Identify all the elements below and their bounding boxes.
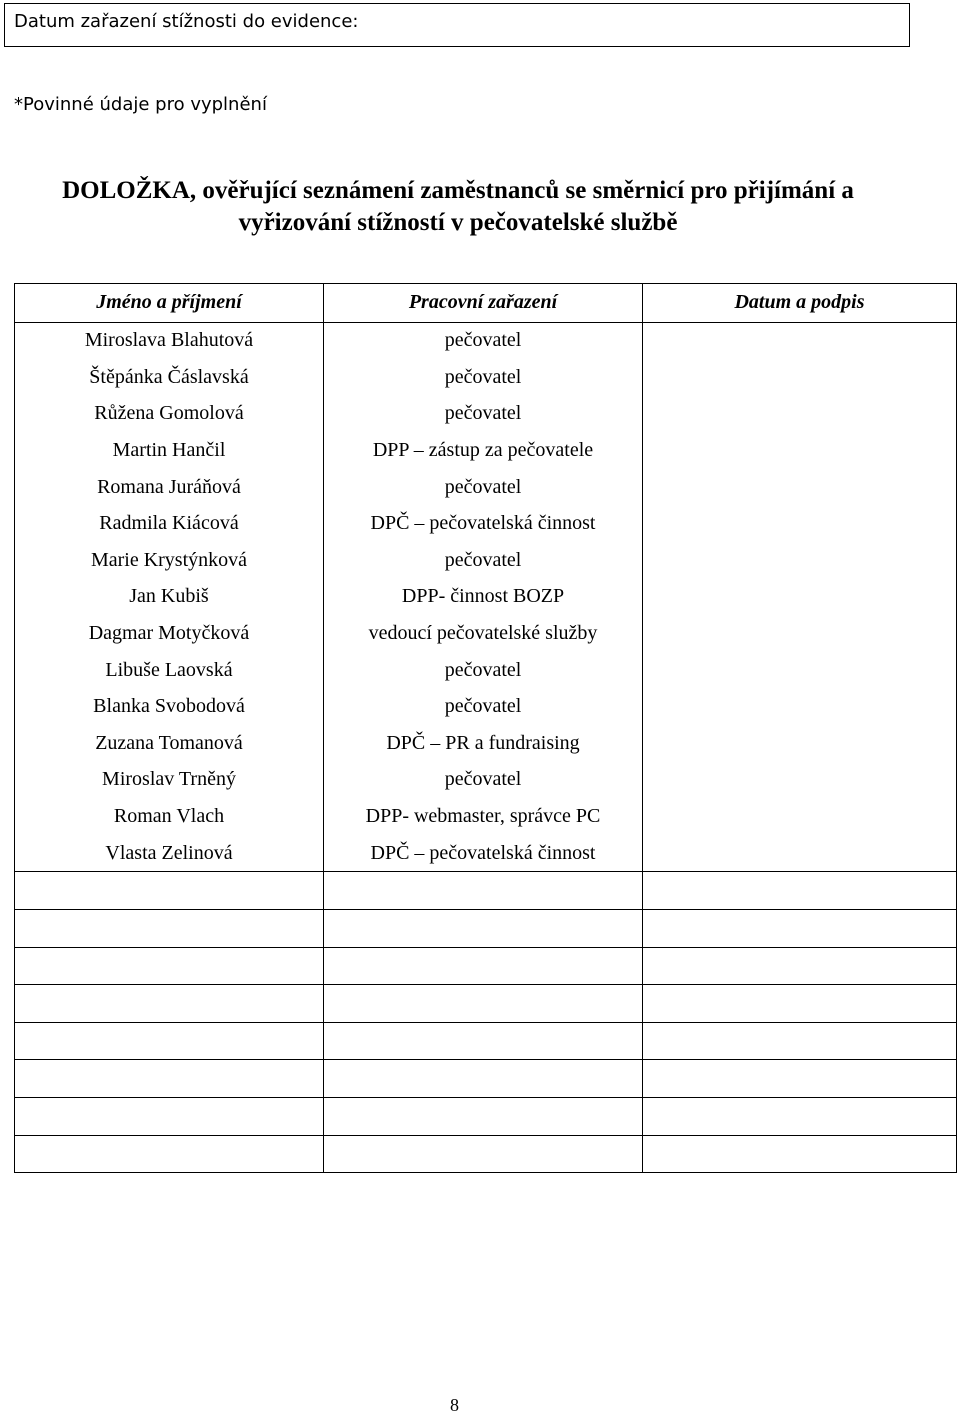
employee-position-cell: pečovatel [324, 542, 643, 579]
table-row [15, 542, 957, 579]
employee-position-cell: pečovatel [324, 688, 643, 725]
employee-position-cell: DPČ – pečovatelská činnost [324, 835, 643, 872]
table-row [15, 762, 957, 799]
complaint-date-label: Datum zařazení stížnosti do evidence: [14, 11, 359, 32]
table-row [15, 798, 957, 835]
employee-name-cell: Martin Hančil [15, 432, 324, 469]
employee-signature-cell[interactable] [643, 688, 957, 725]
employee-name-cell: Libuše Laovská [15, 652, 324, 689]
empty-signature-cell[interactable] [643, 1060, 957, 1098]
employee-position-cell: pečovatel [324, 359, 643, 396]
empty-position-cell[interactable] [324, 910, 643, 948]
employee-position-cell: pečovatel [324, 396, 643, 433]
empty-signature-cell[interactable] [643, 1135, 957, 1173]
employee-name-cell: Vlasta Zelinová [15, 835, 324, 872]
employee-position-cell: pečovatel [324, 469, 643, 506]
empty-name-cell[interactable] [15, 872, 324, 910]
employee-signature-cell[interactable] [643, 469, 957, 506]
employee-signature-cell[interactable] [643, 615, 957, 652]
empty-signature-cell[interactable] [643, 1022, 957, 1060]
empty-position-cell[interactable] [324, 1060, 643, 1098]
table-row [15, 725, 957, 762]
employee-signature-cell[interactable] [643, 322, 957, 359]
employee-signature-cell[interactable] [643, 396, 957, 433]
empty-name-cell[interactable] [15, 1022, 324, 1060]
empty-table-row [15, 947, 957, 985]
table-row [15, 835, 957, 872]
employee-position-cell: DPČ – pečovatelská činnost [324, 505, 643, 542]
column-header-signature: Datum a podpis [643, 284, 957, 323]
employee-position-cell: DPP – zástup za pečovatele [324, 432, 643, 469]
employee-signature-cell[interactable] [643, 762, 957, 799]
table-row [15, 652, 957, 689]
employee-position-cell: vedoucí pečovatelské služby [324, 615, 643, 652]
column-header-name: Jméno a příjmení [15, 284, 324, 323]
table-row [15, 322, 957, 359]
table-row [15, 579, 957, 616]
employee-name-cell: Romana Juráňová [15, 469, 324, 506]
employee-position-cell: DPP- webmaster, správce PC [324, 798, 643, 835]
employee-name-cell: Růžena Gomolová [15, 396, 324, 433]
page-number: 8 [450, 1395, 459, 1415]
empty-name-cell[interactable] [15, 1097, 324, 1135]
table-row [15, 432, 957, 469]
employee-name-cell: Miroslav Trněný [15, 762, 324, 799]
employee-signature-cell[interactable] [643, 505, 957, 542]
empty-position-cell[interactable] [324, 1097, 643, 1135]
empty-signature-cell[interactable] [643, 910, 957, 948]
employee-name-cell: Blanka Svobodová [15, 688, 324, 725]
document-title-line-1: DOLOŽKA, ověřující seznámení zaměstnanců se směrnicí pro přijímání a [62, 177, 854, 204]
empty-position-cell[interactable] [324, 1022, 643, 1060]
complaint-date-field[interactable] [4, 3, 910, 47]
empty-signature-cell[interactable] [643, 1097, 957, 1135]
empty-table-row [15, 1022, 957, 1060]
empty-name-cell[interactable] [15, 985, 324, 1023]
document-title-line-2: vyřizování stížností v pečovatelské službě [238, 209, 678, 236]
employee-name-cell: Roman Vlach [15, 798, 324, 835]
table-row [15, 469, 957, 506]
employee-signature-cell[interactable] [643, 579, 957, 616]
employee-signature-cell[interactable] [643, 432, 957, 469]
employee-name-cell: Miroslava Blahutová [15, 322, 324, 359]
table-header-row [15, 284, 957, 323]
empty-table-row [15, 1135, 957, 1173]
empty-position-cell[interactable] [324, 947, 643, 985]
employee-position-cell: pečovatel [324, 762, 643, 799]
empty-table-row [15, 1097, 957, 1135]
employee-acknowledgement-table [14, 283, 957, 1173]
document-title [0, 175, 916, 239]
employee-name-cell: Jan Kubiš [15, 579, 324, 616]
empty-position-cell[interactable] [324, 1135, 643, 1173]
empty-name-cell[interactable] [15, 910, 324, 948]
table-row [15, 615, 957, 652]
empty-signature-cell[interactable] [643, 985, 957, 1023]
empty-table-row [15, 910, 957, 948]
empty-signature-cell[interactable] [643, 872, 957, 910]
employee-name-cell: Štěpánka Čáslavská [15, 359, 324, 396]
employee-signature-cell[interactable] [643, 725, 957, 762]
empty-signature-cell[interactable] [643, 947, 957, 985]
empty-name-cell[interactable] [15, 947, 324, 985]
employee-name-cell: Radmila Kiácová [15, 505, 324, 542]
column-header-position: Pracovní zařazení [324, 284, 643, 323]
table-row [15, 688, 957, 725]
employee-signature-cell[interactable] [643, 542, 957, 579]
empty-position-cell[interactable] [324, 985, 643, 1023]
employee-signature-cell[interactable] [643, 835, 957, 872]
employee-name-cell: Dagmar Motyčková [15, 615, 324, 652]
employee-name-cell: Zuzana Tomanová [15, 725, 324, 762]
empty-name-cell[interactable] [15, 1135, 324, 1173]
employee-position-cell: pečovatel [324, 322, 643, 359]
employee-position-cell: DPČ – PR a fundraising [324, 725, 643, 762]
empty-table-row [15, 1060, 957, 1098]
employee-position-cell: pečovatel [324, 652, 643, 689]
empty-position-cell[interactable] [324, 872, 643, 910]
employee-signature-cell[interactable] [643, 798, 957, 835]
empty-table-row [15, 872, 957, 910]
employee-signature-cell[interactable] [643, 652, 957, 689]
employee-position-cell: DPP- činnost BOZP [324, 579, 643, 616]
employee-name-cell: Marie Krystýnková [15, 542, 324, 579]
table-row [15, 396, 957, 433]
employee-signature-cell[interactable] [643, 359, 957, 396]
required-fields-note: *Povinné údaje pro vyplnění [14, 94, 267, 115]
empty-name-cell[interactable] [15, 1060, 324, 1098]
table-row [15, 359, 957, 396]
table-row [15, 505, 957, 542]
empty-table-row [15, 985, 957, 1023]
